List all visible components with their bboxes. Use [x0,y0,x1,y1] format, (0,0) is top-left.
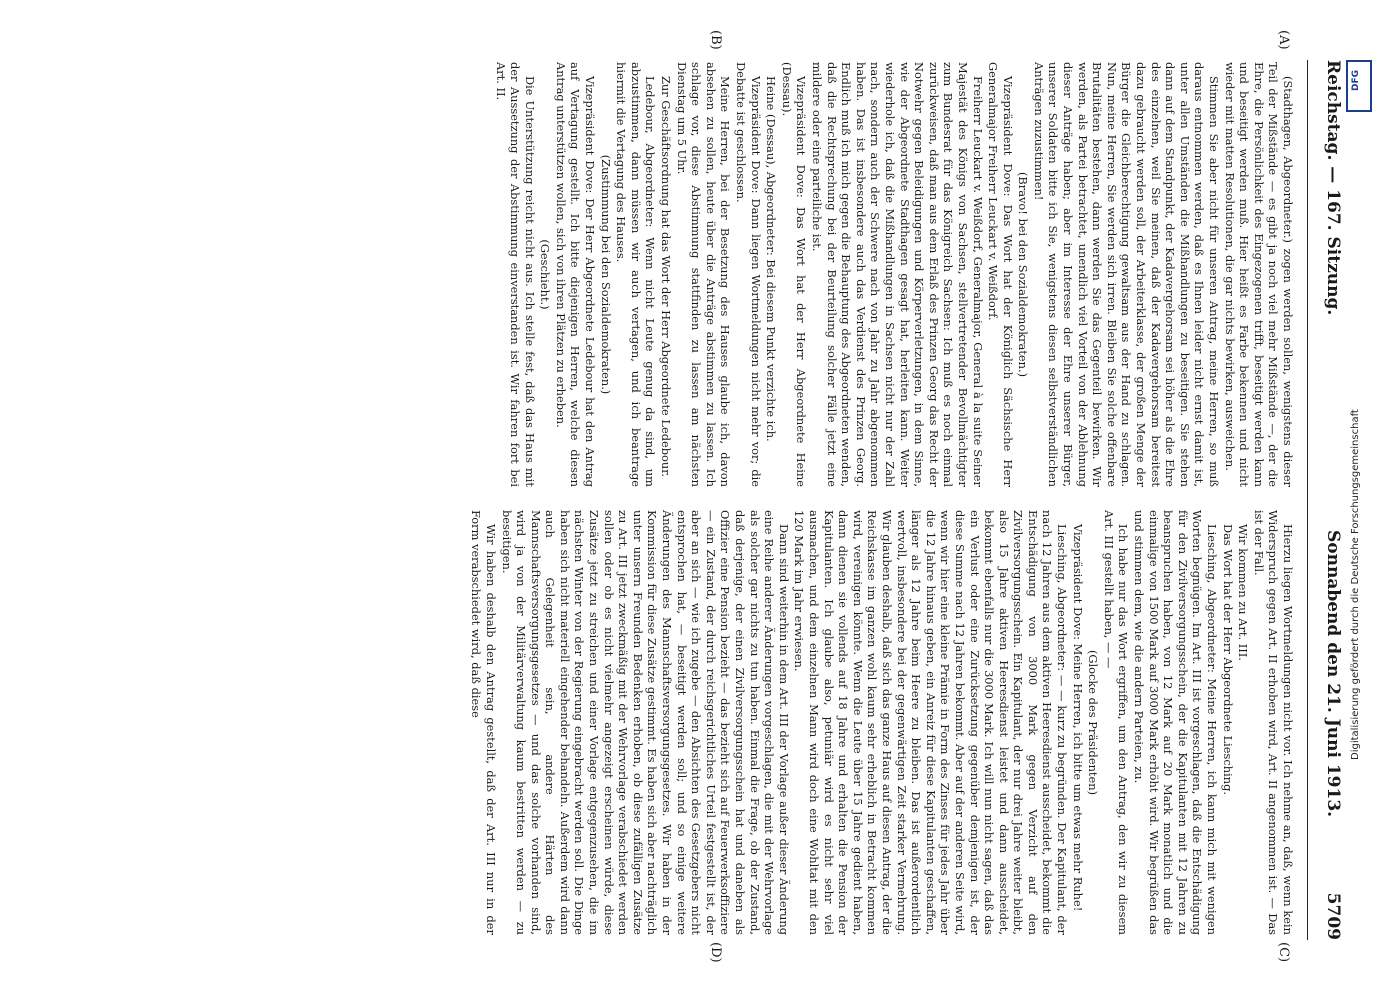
interjection: (Bravo! bei den Sozialdemokraten.) [1016,171,1031,378]
dfg-logo: DFG [1346,60,1372,112]
paragraph: Vizepräsident Dove: Meine Herren, ich bitte um etwas mehr Ruhe! [1070,524,1085,912]
left-column [85,62,1295,487]
interjection: (Geschieht.) [538,239,553,310]
paragraph: Vizepräsident Dove: Das Wort hat der Herr Abgeordnete Heine (Dessau). [779,62,809,487]
paragraph: Hierzu liegen Wortmeldungen nicht vor. Ich nehme an, daß, wenn kein Widerspruch gegen Art. II erhoben wird, Art. II angenommen ist. — Das ist der Fall. [1251,510,1295,935]
header-center: Sonnabend den 21. Juni 1913. [1323,530,1343,818]
paragraph: Die Unterstützung reicht nicht aus. Ich stelle fest, daß das Haus mit der Aussetzung der Abstimmung einverstanden ist. Wir fahren fort bei Art. II. [493,62,537,487]
paragraph: Liesching, Abgeordneter: — — kurz zu begründen. Der Kapitulant, der nach 12 Jahren aus dem aktiven Heeresdienst ausscheidet, bekommt die Entschädigung von 3000 Mark gegen Verzicht auf den Zivilversorgungsschein. Ein Kapitulant, der nur drei Jahre weiter bleibt, also 15 Jahre aktiven Heeresdienst leistet und dann ausscheidet, bekommt ebenfalls nur die 3000 Mark. Ich will nun nicht sagen, daß das ein Verlust oder eine Zurücksetzung gegenüber demjenigen ist, der diese Summe nach 12 Jahren bekommt. Aber auf der anderen Seite wird, wenn wir hier eine kleine Prämie in Form des Zinses für jedes Jahr über die 12 Jahre hinaus geben, ein Anreiz für diese Kapitulanten geschaffen, länger als 12 Jahre beim Heere zu bleiben. Das ist außerordentlich wertvoll, insbesondere bei der gegenwärtigen Zeit starker Vermehrung. Wir glauben deshalb, daß sich das ganze Haus auf diesen Antrag, der die Reichskasse im ganzen wohl kaum sehr erheblich in Betracht kommen wird, vereinigen könnte. Wenn die Leute über 15 Jahre gedient haben, dann dienen sie vollends auf 18 Jahre und erhalten die Pension der Kapitulanten. Ich glaube also, petuniär wird es nicht sehr viel ausmachen, und dem einzelnen Mann wird doch eine Wohltat mit den 120 Mark im Jahr erwiesen. [792,510,1070,935]
paragraph: Wir haben deshalb den Antrag gestellt, daß der Art. III nur in der Form verabschiedet wird, daß diese [469,510,498,935]
paragraph: Ich habe nur das Wort ergriffen, um den Antrag, den wir zu diesem Art. III gestellt haben, — — [1101,510,1131,935]
right-column [85,510,1295,935]
paragraph: Dann sind weiterhin in dem Art. III der Vorlage außer dieser Änderung eine Reihe anderer Änderungen vorgeschlagen, die mit der Wehrvorlage als solcher gar nichts zu tun haben. Einmal die Frage, ob der Zustand, daß derjenige, der einen Zivilversorgungsschein hat und daneben als Offizier eine Pension bezieht — das bezieht sich auf Feuerwerksoffiziere — ein Zustand, der durch reichsgerichtliches Urteil festgestellt ist, der aber an sich — wie ich zugebe — den Absichten des Gesetzgebers nicht entsprochen hat, — beseitigt werden soll; und so einige weitere Änderungen des Mannschaftsversorgungsgesetzes. Wir haben in der Kommission für diese Zusätze gestimmt. Es haben sich aber nachträglich unter unsern Freunden Bedenken erhoben, ob diese zufälligen Zusätze zu Art. III jetzt zweckmäßig mit der Wehrvorlage verabschiedet werden sollen oder ob es nicht vielmehr angezeigt erscheinen würde, diese Zusätze jetzt zu streichen und einer Vorlage entgegenzusehen, die im nächsten Winter von der Regierung eingebracht werden soll. Die Dinge haben sich nicht materiell eingehender behandeln. Außerdem wird dann auch Gelegenheit sein, andere Härten des Mannschaftsversorgungsgesetzes — und das solche vorhanden sind, wird ja von der Militärverwaltung kaum bestritten werden — zu beseitigen. [499,510,791,935]
page-number: 5709 [1323,892,1343,940]
margin-mark-d: (D) [708,942,723,963]
digitization-credit: Digitalisierung gefördert durch die Deutsche Forschungsgemeinschaft [1350,409,1361,760]
header-left: Reichstag. — 167. Sitzung. [1323,60,1343,316]
paragraph: (Stadthagen, Abgeordneter.) zogen werden sollen, wenigstens dieser Teil der Mißstände — es gibt ja noch viel mehr Mißstände —, der die Ehre, die Persönlichkeit des Eingezogenen trifft, beseitigt werden kann und beseitigt werden muß. Hier heißt es Farbe bekennen und nicht wieder mit matten Resolutionen, die gar nichts bewirken, ausweichen. [1222,62,1295,487]
paragraph: Zur Geschäftsordnung hat das Wort der Herr Abgeordnete Ledebour. [659,76,674,478]
paragraph: Vizepräsident Dove: Das Wort hat der Königlich Sächsische Herr Generalmajor Freiherr Leuckart v. Weißdorf. [986,62,1015,487]
paragraph: Wir kommen zu Art. III. [1236,524,1251,661]
paragraph: Heine (Dessau), Abgeordneter: Bei diesem Punkt verzichte ich. [764,76,779,442]
paragraph: Stimmen Sie aber nicht für unseren Antrag, meine Herren, so muß daraus entnommen werden, daß es Ihnen leider nicht ernst damit ist, unter allen Umständen die Mißhandlungen zu beseitigen. Sie stehen dann auf dem Standpunkt, der Kadavergehorsam sei höher als die Ehre des einzelnen, weil Sie meinen, daß der Kadavergehorsam bereitest dazu gebraucht werden soll, der Arbeiterklasse, der großen Menge der Bürger die Gleichberechtigung gewaltsam aus der Hand zu schlagen. Nun, meine Herren, Sie werden sich irren. Bleiben Sie solche offenbare Brutalitäten bestehen, dann werden Sie das Gegenteil bewirken. Wir werden, als Partei betrachtet, unendlich viel Vorteil von der Ablehnung dieser Anträge haben; aber im Interesse der Ehre unserer Bürger, unserer Soldaten bitte ich Sie, wenigstens diesen selbstverständlichen Anträgen zuzustimmen! [1031,62,1222,487]
paragraph: Vizepräsident Dove: Dann liegen Wortmeldungen nicht mehr vor; die Debatte ist geschlossen. [734,62,763,487]
paragraph: Freiherr Leuckart v. Weißdorf, Generalmajor, General à la suite Seiner Majestät des Königs von Sachsen, stellvertretender Bevollmächtigter zum Bundesrat für das Königreich Sachsen: Ich muß es noch einmal zurückweisen, daß man aus dem Erlaß des Prinzen Georg das Recht der Notwehr gegen Beleidigungen und Körperverletzungen, in dem Sinne, wie der Abgeordnete Stadthagen gesagt hat, herleiten kann. Weiter wiederhole ich, daß die Mißhandlungen in Sachsen nicht nur der Zahl nach, sondern auch der Schwere nach von Jahr zu Jahr abgenommen haben. Das ist insbesondere auch das Verdienst des Prinzen Georg. Endlich muß ich mich gegen die Behauptung des Abgeordneten wenden, daß die Rechtsprechung bei der Beurteilung solcher Fälle jetzt eine mildere oder eine parteiliche ist. [810,62,985,487]
header-rule [1307,60,1308,940]
paragraph: Ledebour, Abgeordneter: Wenn nicht Leute genug da sind, um abzustimmen, dann müssen wir auch vertagen, und ich beantrage hiermit die Vertagung des Hauses. [614,62,658,487]
margin-mark-c: (C) [1276,942,1291,963]
paragraph: Liesching, Abgeordneter: Meine Herren, ich kann mich mit wenigen Worten begnügen. Im Art. III ist vorgeschlagen, daß die Entschädigung für den Zivilversorgungsschein, der die Kapitulanten mit 12 Jahren zu beanspruchen haben, von 12 Mark auf 20 Mark monatlich und die einmalige von 1500 Mark auf 3000 Mark erhöht wird. Wir begrüßen das und stimmen dem, wie die andern Parteien, zu. [1132,510,1220,935]
paragraph: Das Wort hat der Herr Abgeordnete Liesching. [1220,524,1235,795]
interjection: (Glocke des Präsidenten) [1086,649,1101,796]
paragraph: Meine Herren, bei der Besetzung des Hauses glaube ich, davon absehen zu sollen, heute über die Anträge abstimmen zu lassen. Ich schlage vor, diese Abstimmung stattfinden zu lassen am nächsten Dienstag um 5 Uhr. [674,62,733,487]
dfg-sidebar [1336,60,1383,960]
margin-mark-b: (B) [708,30,723,50]
paragraph: Vizepräsident Dove: Der Herr Abgeordnete Ledebour hat den Antrag auf Vertagung gestellt. Ich bitte diejenigen Herren, welche diesen Antrag unterstützen wollen, sich von ihren Plätzen zu erheben. [553,62,598,487]
margin-mark-a: (A) [1276,30,1291,50]
interjection: (Zustimmung bei den Sozialdemokraten.) [598,154,613,395]
